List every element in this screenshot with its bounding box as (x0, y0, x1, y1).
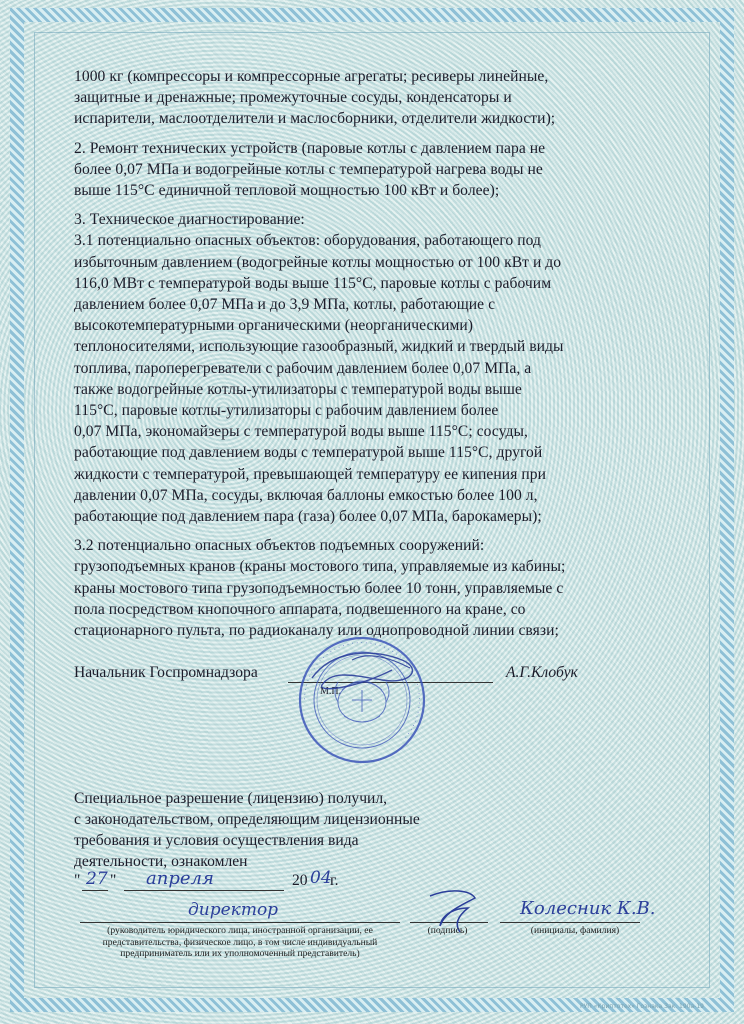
handwritten-position: директор (188, 900, 279, 920)
handwritten-name: Колесник К.В. (520, 898, 656, 919)
signatory-title: Начальник Госпромнадзора (74, 664, 258, 681)
day-underline (82, 890, 108, 891)
paragraph-3-1: 3.1 потенциально опасных объектов: оборудования, работающего под избыточным давлением (водогрейные котлы мощностью от 100 кВт и до 116,0 МВт с температурой воды выше 115°С, паровые котлы с рабочим давлением более 0,07 МПа и до 3,9 МПа, котлы, работающие с высокотемпературными органическими (неорганическими) теплоносителями, использующие газообразный, жидкий и твердый виды топлива, пароперегреватели с рабочим давлением более 0,07 МПа, а также водогрейные котлы-утилизаторы с температурой воды выше 115°С, паровые котлы-утилизаторы с рабочим давлением более 0,07 МПа, экономайзеры с температурой воды выше 115°С; сосуды, работающие под давлением воды с температурой выше 115°С, другой жидкости с температурой, превышающей температуру ее кипения при давлении 0,07 МПа, сосуды, включая баллоны емкостью более 100 л, работающие под давлением пара (газа) более 0,07 МПа, барокамеры); (74, 232, 564, 526)
date-year-prefix: 20 (292, 872, 308, 889)
signature-caption: (подпись) (427, 925, 468, 936)
paragraph-2: 2. Ремонт технических устройств (паровые котлы с давлением пара не более 0,07 МПа и водогрейные котлы с температурой нагрева воды не выше 115°С единичной тепловой мощностью 100 кВт и более); (74, 139, 546, 200)
date-day: 27 (86, 869, 108, 889)
document-body (74, 66, 674, 649)
role-caption: (руководитель юридического лица, иностранной организации, ее представительства, физическое лицо, в том числе индивидуальный предприниматель или их уполномоченный представитель) (102, 925, 378, 959)
acknowledgement-date (74, 868, 474, 896)
paragraph-3-2: 3.2 потенциально опасных объектов подъемных сооружений: грузоподъемных кранов (краны мостового типа, управляемые из кабины; краны мостового типа грузоподъемностью более 10 тонн, управляемые с пола посредством кнопочного аппарата, подвешенного на кране, со стационарного пульта, по радиоканалу или однопроводной линии связи; (74, 537, 566, 640)
name-line (500, 922, 640, 923)
month-underline (124, 890, 284, 891)
name-caption: (инициалы, фамилия) (530, 925, 620, 936)
seal-place-label: М.П. (320, 686, 342, 697)
paragraph-1: 1000 кг (компрессоры и компрессорные агрегаты; ресиверы линейные, защитные и дренажные; промежуточные сосуды, конденсаторы и испарители, маслоотделители и маслосборники, отделители жидкости); (74, 68, 556, 128)
licensee-signature-block (80, 898, 656, 972)
date-month: апреля (146, 868, 214, 889)
acknowledgement-text: Специальное разрешение (лицензию) получил, с законодательством, определяющим лицензионные требования и условия осуществления вида деятельности, ознакомлен (74, 790, 420, 870)
paragraph-3-heading: 3. Техническое диагностирование: (74, 211, 305, 229)
date-quote-close: " (110, 872, 117, 889)
date-year-suffix: 04 (310, 868, 332, 888)
position-line (80, 922, 400, 923)
date-quote-open: " (74, 872, 81, 889)
date-year-end: г. (330, 872, 339, 889)
signatory-name: А.Г.Клобук (506, 664, 578, 681)
licensee-acknowledgement (74, 788, 574, 880)
svg-text:· · · · · · · · · · · · · · ·: · · · · · · · · · · · · · · · · · · · · · · · · · · · · · · · · · · · · · · · · · · · · · · · · (300, 638, 424, 741)
official-seal-stamp (292, 630, 432, 770)
printer-imprint: РУП «Криптотех» Гознака Зак. 190а-19 (580, 1003, 704, 1010)
